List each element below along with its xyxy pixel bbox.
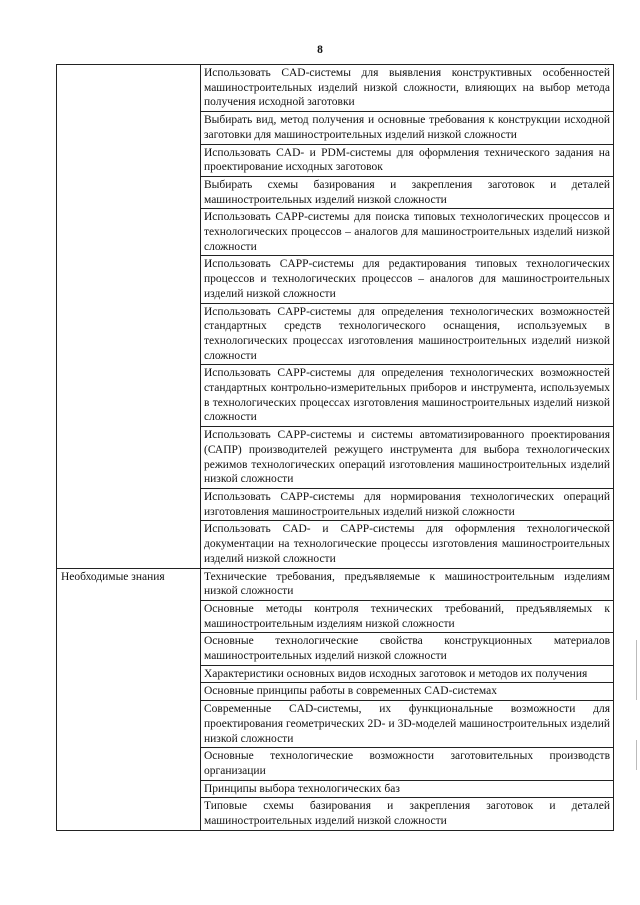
page-number: 8: [317, 44, 323, 56]
skill-item: Использовать CAPP-системы для нормирования технологических операций изготовления машиностроительных изделий низкой сложности: [201, 489, 613, 521]
knowledge-item: Характеристики основных видов исходных заготовок и методов их получения: [201, 666, 613, 684]
knowledge-row: [57, 568, 614, 830]
knowledge-item: Современные CAD-системы, их функциональные возможности для проектирования геометрических 2D- и 3D-моделей машиностроительных изделий низкой сложности: [201, 701, 613, 748]
knowledge-label-cell: [57, 568, 201, 830]
skill-item: Использовать CAPP-системы для определения технологических возможностей стандартных контрольно-измерительных приборов и инструмента, используемых в технологических процессах изготовления машиностроительных изделий низкой сложности: [201, 365, 613, 427]
knowledge-item: Технические требования, предъявляемые к машиностроительным изделиям низкой сложности: [201, 569, 613, 601]
skill-item: Использовать CAD-системы для выявления конструктивных особенностей машиностроительных изделий низкой сложности, влияющих на выбор метода получения исходной заготовки: [201, 65, 613, 112]
skills-row: [57, 65, 614, 569]
knowledge-items-cell: [201, 568, 614, 830]
skill-item: Использовать CAPP-системы для определения технологических возможностей стандартных средств технологического оснащения, используемых в технологических процессах изготовления машиностроительных изделий низкой сложности: [201, 304, 613, 366]
skill-item: Использовать CAPP-системы и системы автоматизированного проектирования (САПР) производителей режущего инструмента для выбора технологических режимов технологических операций изготовления машиностроительных изделий низкой сложности: [201, 427, 613, 489]
scan-edge-mark: [636, 740, 637, 770]
scan-edge-mark: [636, 640, 637, 700]
knowledge-label: Необходимые знания: [61, 570, 165, 583]
knowledge-item: Принципы выбора технологических баз: [201, 781, 613, 799]
skill-item: Выбирать вид, метод получения и основные требования к конструкции исходной заготовки для машиностроительных изделий низкой сложности: [201, 112, 613, 144]
skills-label-cell: [57, 65, 201, 569]
skills-label: [57, 65, 200, 66]
skills-items-cell: [201, 65, 614, 569]
skill-item: Использовать CAPP-системы для поиска типовых технологических процессов и технологических процессов – аналогов для машиностроительных изделий низкой сложности: [201, 209, 613, 256]
skill-item: Выбирать схемы базирования и закрепления заготовок и деталей машиностроительных изделий низкой сложности: [201, 177, 613, 209]
knowledge-item: Основные технологические свойства конструкционных материалов машиностроительных изделий низкой сложности: [201, 633, 613, 665]
knowledge-item: Типовые схемы базирования и закрепления заготовок и деталей машиностроительных изделий низкой сложности: [204, 800, 610, 828]
skill-item: Использовать CAPP-системы для редактирования типовых технологических процессов и технологических процессов – аналогов для машиностроительных изделий низкой сложности: [201, 256, 613, 303]
knowledge-item: Основные методы контроля технических требований, предъявляемых к машиностроительным изделиям низкой сложности: [201, 601, 613, 633]
skill-item: Использовать CAD- и PDM-системы для оформления технического задания на проектирование исходных заготовок: [201, 145, 613, 177]
knowledge-item: Основные технологические возможности заготовительных производств организации: [201, 748, 613, 780]
competency-table: [56, 64, 614, 831]
knowledge-item: Основные принципы работы в современных CAD-системах: [201, 683, 613, 701]
skill-item: Использовать CAD- и CAPP-системы для оформления технологической документации на технологические процессы изготовления машиностроительных изделий низкой сложности: [204, 523, 610, 565]
